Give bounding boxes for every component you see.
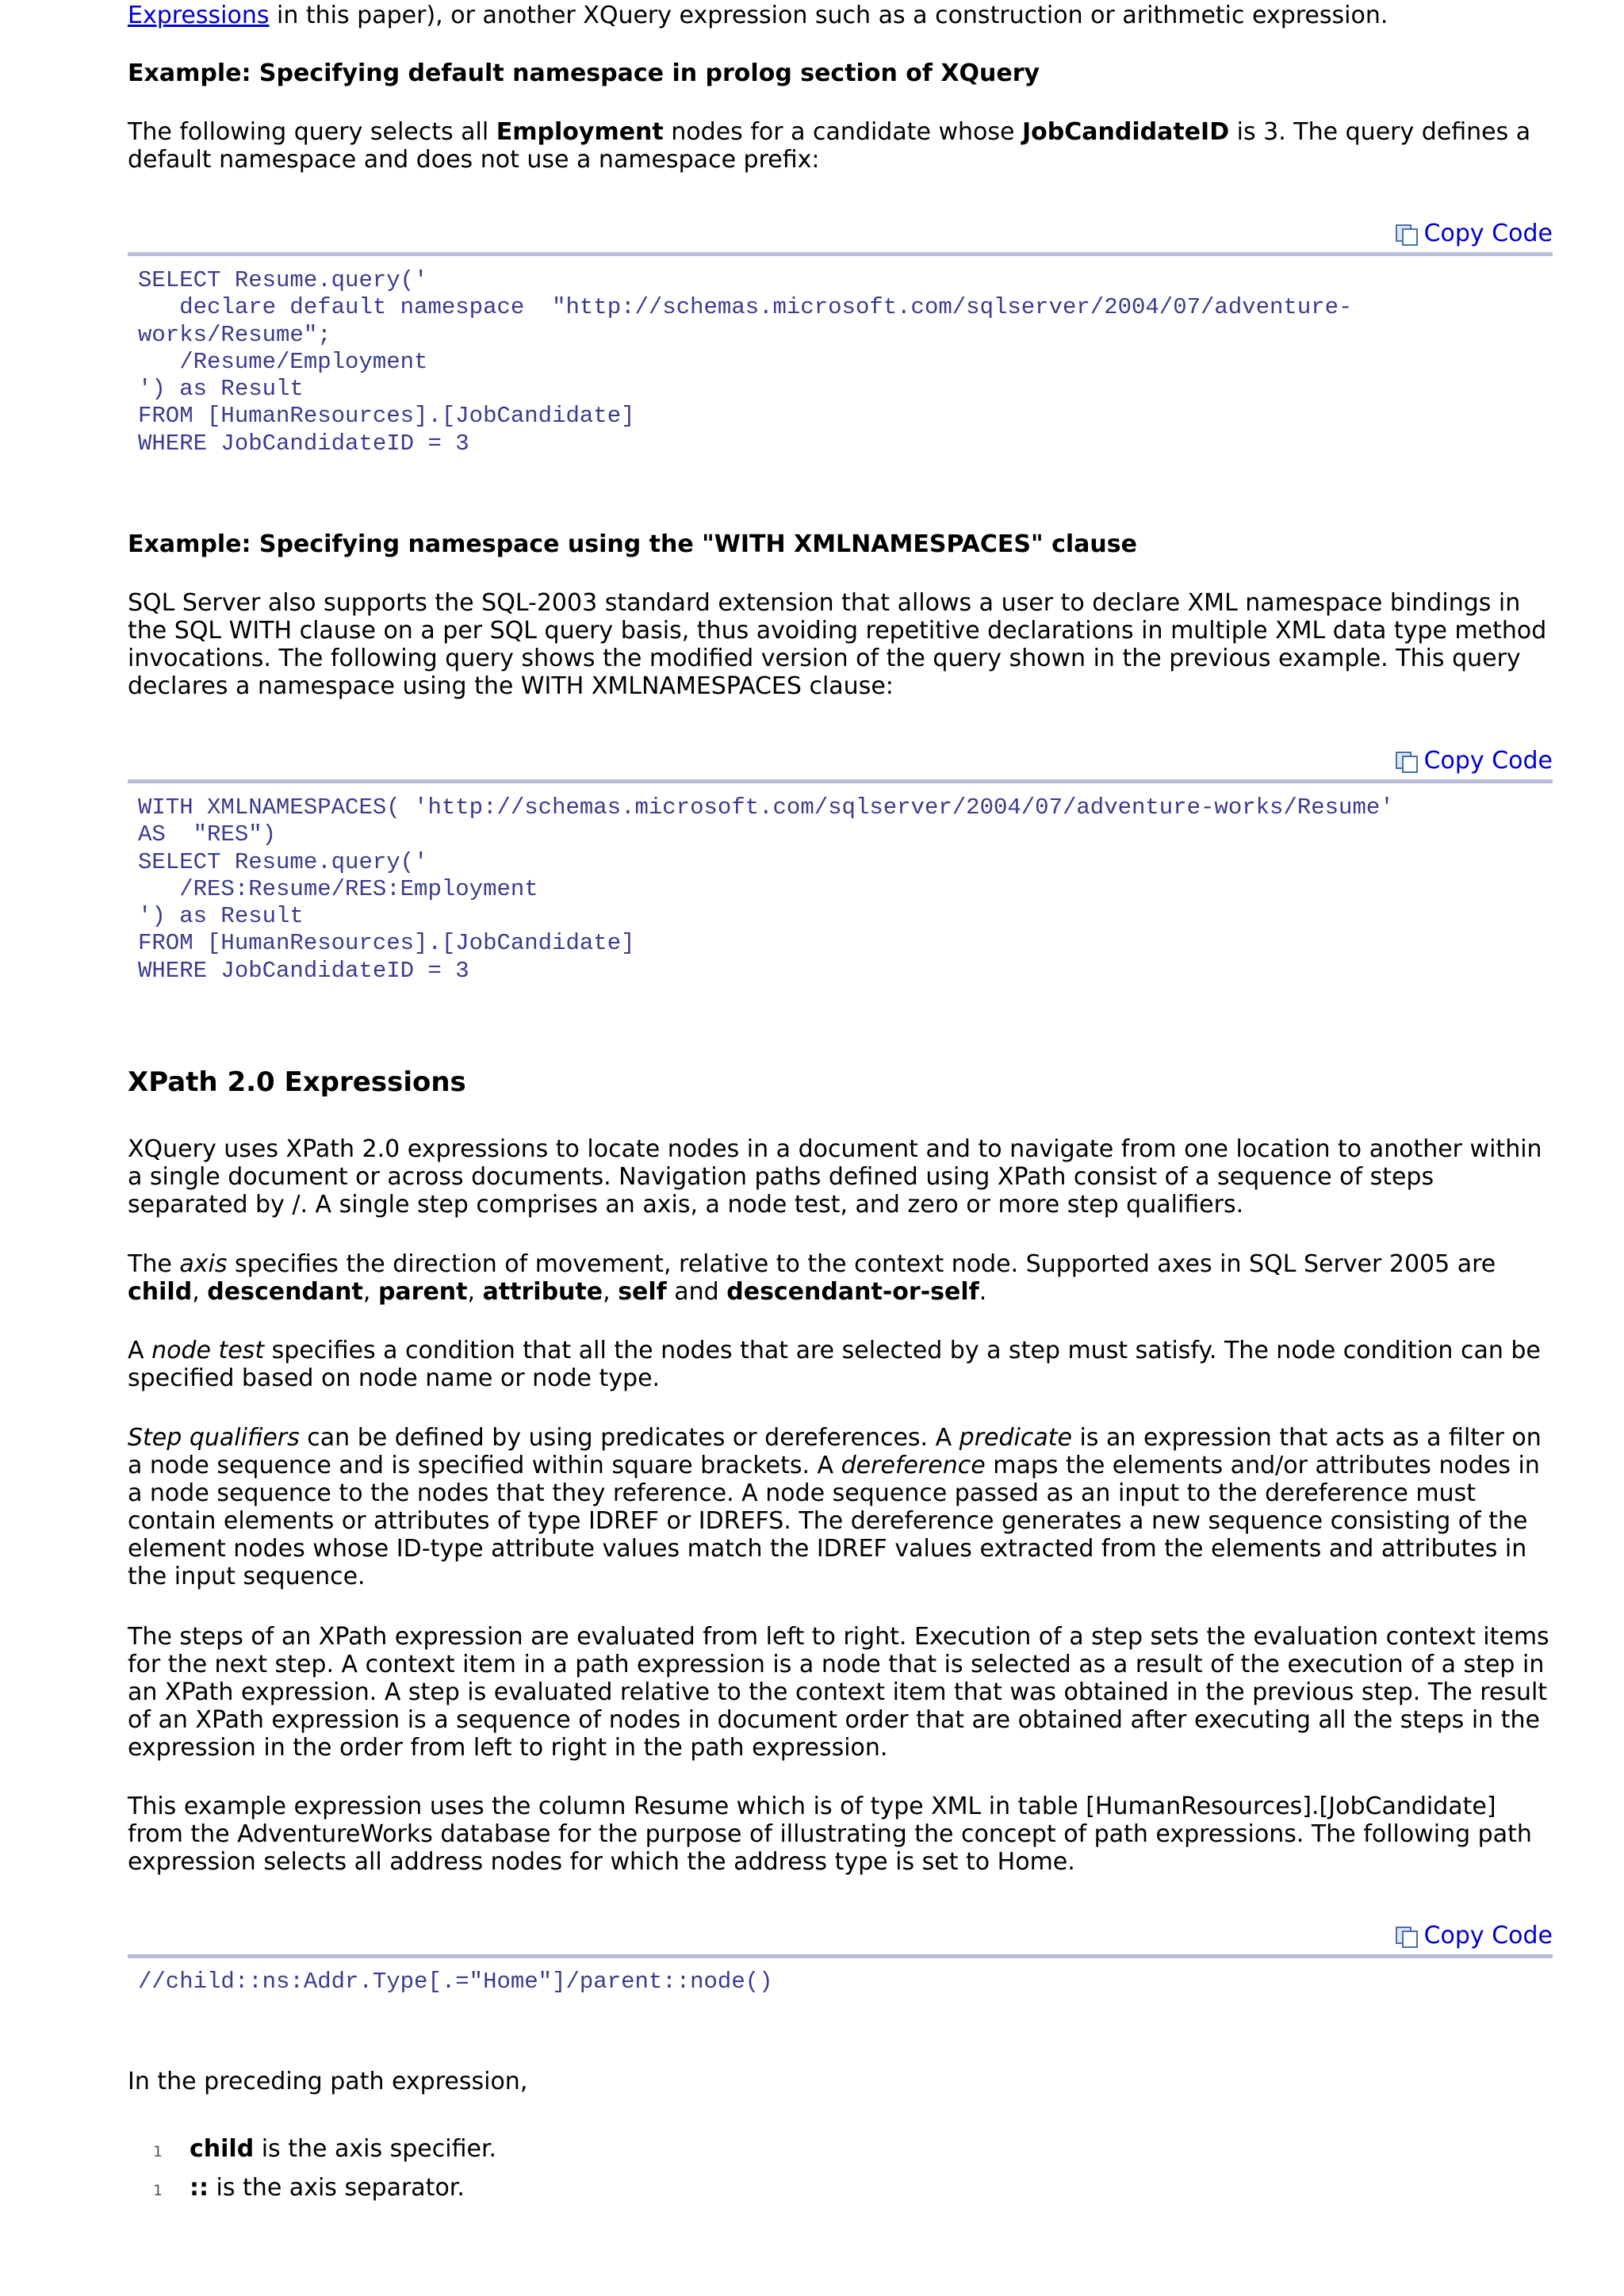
bold-self: self <box>618 1278 667 1306</box>
example1-text-2: nodes for a candidate whose <box>663 118 1023 146</box>
intro-text: in this paper), or another XQuery expression such as a construction or arithmetic expression. <box>269 2 1388 29</box>
list-item <box>128 2135 496 2174</box>
list-item-bold: child <box>190 2135 255 2163</box>
bold-parent: parent <box>377 1278 468 1306</box>
code-block-rule <box>128 1954 1553 1958</box>
text: , <box>362 1278 378 1306</box>
copy-icon <box>1396 1927 1418 1946</box>
italic-step-qualifiers: Step qualifiers <box>128 1424 300 1452</box>
copy-code-label: Copy Code <box>1423 1922 1553 1950</box>
list-item-text: is the axis specifier. <box>254 2135 497 2163</box>
intro-paragraph <box>128 2 1555 29</box>
text: maps the elements and/or attributes nodes in a node sequence to the nodes that they reference. A node sequence passed as an input to the dereference must contain elements or attributes of type IDREF or IDREFS. The dereference generates a new sequence consisting of the element nodes whose ID-type attribute values match the IDREF values extracted from the elements and attributes in the input sequence. <box>128 1452 1540 1590</box>
list-item-number: 1 <box>153 2182 163 2199</box>
italic-dereference: dereference <box>841 1452 986 1479</box>
bold-descendant: descendant <box>207 1278 363 1306</box>
example1-bold-employment: Employment <box>496 118 664 146</box>
xpath-paragraph-axis <box>128 1250 1555 1306</box>
xpath-section-heading: XPath 2.0 Expressions <box>128 1066 466 1098</box>
code-block-rule <box>128 779 1553 783</box>
text: and <box>666 1278 727 1306</box>
bold-attribute: attribute <box>482 1278 603 1306</box>
axis-list <box>128 2135 496 2213</box>
copy-icon <box>1396 752 1418 771</box>
text: is an expression that acts as a filter on a node sequence and is specified within square brackets. A <box>128 1424 1542 1479</box>
xpath-paragraph-preceding: In the preceding path expression, <box>128 2068 528 2095</box>
text: specifies a condition that all the nodes that are selected by a step must satisfy. The node condition can be specified based on node name or node type. <box>128 1337 1541 1392</box>
copy-code-button-1[interactable] <box>1396 220 1553 247</box>
text: specifies the direction of movement, relative to the context node. Supported axes in SQL Server 2005 are <box>227 1250 1496 1278</box>
list-item-text: is the axis separator. <box>209 2174 465 2202</box>
expressions-link[interactable]: Expressions <box>128 2 270 29</box>
copy-code-label: Copy Code <box>1423 747 1553 775</box>
list-item-bold: :: <box>190 2174 209 2202</box>
italic-node-test: node test <box>151 1337 265 1364</box>
text: A <box>128 1337 152 1364</box>
code-block-1: SELECT Resume.query(' declare default namespace "http://schemas.microsoft.com/sqlserver/2004/07/adventure- works/Resume"; /Resume/Employment ') as Result FROM [HumanResources].[JobCandidate] WHERE JobCandidateID = 3 <box>138 267 1353 457</box>
list-item-number: 1 <box>153 2143 163 2160</box>
example1-bold-jobcandidateid: JobCandidateID <box>1022 118 1230 146</box>
xpath-paragraph-node-test <box>128 1337 1555 1392</box>
xpath-paragraph-example: This example expression uses the column Resume which is of type XML in table [HumanResources].[JobCandidate] from the AdventureWorks database for the purpose of illustrating the concept of path expressions. The following path expression selects all address nodes for which the address type is set to Home. <box>128 1793 1532 1876</box>
bold-descendant-or-self: descendant-or-self <box>726 1278 979 1306</box>
text: can be defined by using predicates or dereferences. A <box>299 1424 959 1452</box>
xpath-paragraph-steps: The steps of an XPath expression are evaluated from left to right. Execution of a step sets the evaluation context items for the next step. A context item in a path expression is a node that is selected as a result of the execution of a step in an XPath expression. A step is evaluated relative to the context item that was obtained in the previous step. The result of an XPath expression is a sequence of nodes in document order that are obtained after executing all the steps in the expression in the order from left to right in the path expression. <box>128 1623 1549 1762</box>
example1-paragraph <box>128 118 1555 174</box>
copy-code-button-2[interactable] <box>1396 747 1553 775</box>
xpath-paragraph-step-qualifiers <box>128 1424 1555 1590</box>
code-block-rule <box>128 252 1553 256</box>
text: The <box>128 1250 180 1278</box>
text: , <box>192 1278 208 1306</box>
copy-code-label: Copy Code <box>1423 220 1553 247</box>
example1-heading: Example: Specifying default namespace in prolog section of XQuery <box>128 59 1040 87</box>
italic-predicate: predicate <box>959 1424 1072 1452</box>
example1-text-1: The following query selects all <box>128 118 496 146</box>
text: . <box>979 1278 987 1306</box>
code-block-3: //child::ns:Addr.Type[.="Home"]/parent::node() <box>138 1969 773 1995</box>
example2-paragraph: SQL Server also supports the SQL-2003 standard extension that allows a user to declare XML namespace bindings in the SQL WITH clause on a per SQL query basis, thus avoiding repetitive declarations in multiple XML data type method invocations. The following query shows the modified version of the query shown in the previous example. This query declares a namespace using the WITH XMLNAMESPACES clause: <box>128 589 1547 700</box>
example2-heading: Example: Specifying namespace using the "WITH XMLNAMESPACES" clause <box>128 530 1137 558</box>
xpath-paragraph-1: XQuery uses XPath 2.0 expressions to locate nodes in a document and to navigate from one location to another within a single document or across documents. Navigation paths defined using XPath consist of a sequence of steps separated by /. A single step comprises an axis, a node test, and zero or more step qualifiers. <box>128 1135 1542 1219</box>
copy-icon <box>1396 224 1418 243</box>
copy-code-button-3[interactable] <box>1396 1922 1553 1950</box>
text: , <box>603 1278 619 1306</box>
bold-child: child <box>128 1278 193 1306</box>
text: , <box>467 1278 483 1306</box>
code-block-2: WITH XMLNAMESPACES( 'http://schemas.microsoft.com/sqlserver/2004/07/adventure-works/Resume' AS "RES") SELECT Resume.query(' /RES:Resume/RES:Employment ') as Result FROM [HumanResources].[JobCandidate] WHERE JobCandidateID = 3 <box>138 794 1394 984</box>
list-item <box>128 2174 496 2213</box>
italic-axis: axis <box>179 1250 228 1278</box>
example1-text-3: is 3. The query defines a default namespace and does not use a namespace prefix: <box>128 118 1531 174</box>
